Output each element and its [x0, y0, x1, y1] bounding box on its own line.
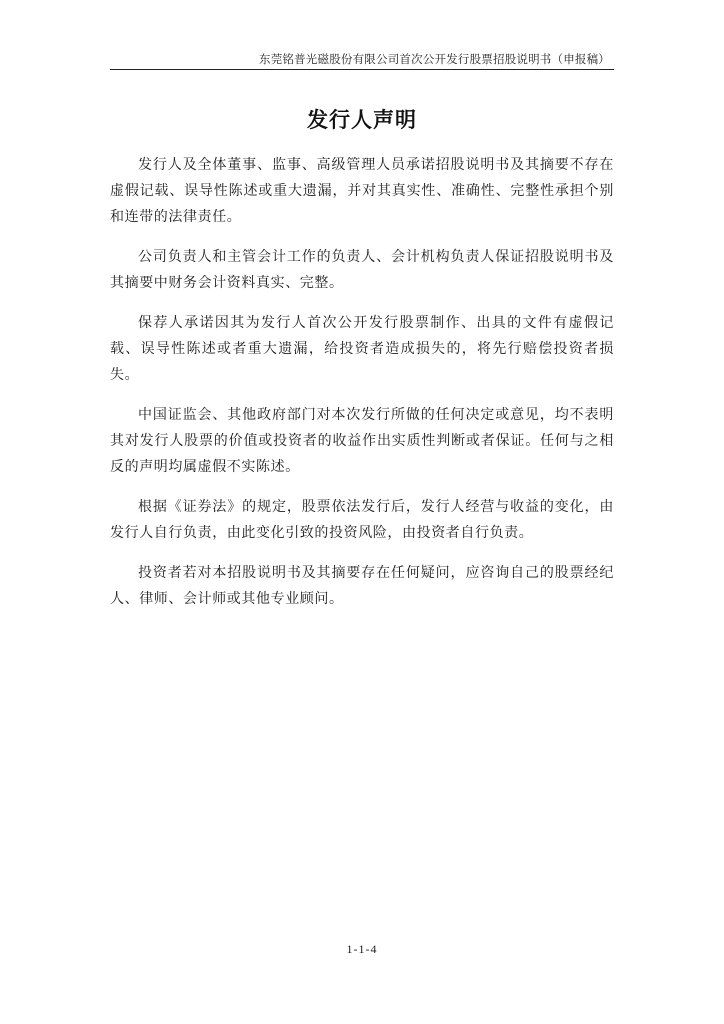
paragraph-3: 保荐人承诺因其为发行人首次公开发行股票制作、出具的文件有虚假记载、误导性陈述或者重大遗漏，给投资者造成损失的，将先行赔偿投资者损失。 — [110, 315, 614, 383]
paragraph-5: 根据《证券法》的规定，股票依法发行后，发行人经营与收益的变化，由发行人自行负责，由此变化引致的投资风险，由投资者自行负责。 — [110, 499, 614, 541]
declaration-body — [110, 152, 614, 626]
paragraph-1: 发行人及全体董事、监事、高级管理人员承诺招股说明书及其摘要不存在虚假记载、误导性陈述或重大遗漏，并对其真实性、准确性、完整性承担个别和连带的法律责任。 — [110, 157, 614, 225]
paragraph-2: 公司负责人和主管会计工作的负责人、会计机构负责人保证招股说明书及其摘要中财务会计资料真实、完整。 — [110, 249, 614, 291]
page-number: 1-1-4 — [346, 942, 378, 956]
paragraph-6: 投资者若对本招股说明书及其摘要存在任何疑问，应咨询自己的股票经纪人、律师、会计师或其他专业顾问。 — [110, 565, 614, 607]
page-header — [110, 50, 614, 70]
header-document-title: 东莞铭普光磁股份有限公司首次公开发行股票招股说明书（申报稿） — [259, 52, 610, 66]
paragraph-4: 中国证监会、其他政府部门对本次发行所做的任何决定或意见，均不表明其对发行人股票的价值或投资者的收益作出实质性判断或者保证。任何与之相反的声明均属虚假不实陈述。 — [110, 407, 614, 475]
page-title: 发行人声明 — [307, 108, 417, 132]
